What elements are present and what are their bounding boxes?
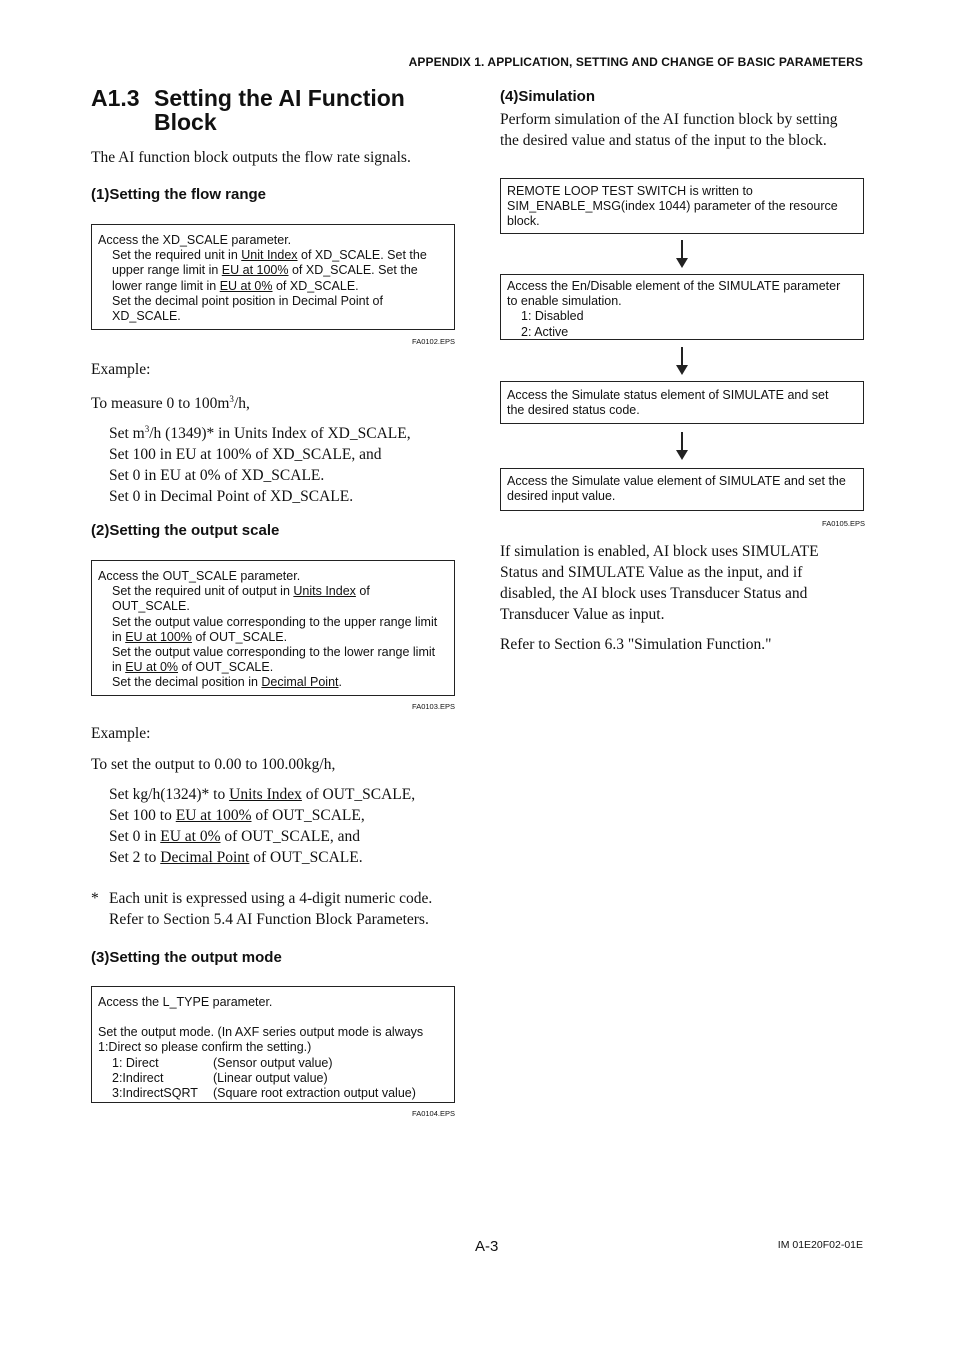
section-title: Setting the AI Function Block (154, 85, 405, 135)
flow-step-4: Access the Simulate value element of SIMULATE and set the desired input value. (500, 468, 864, 511)
flow-step-3: Access the Simulate status element of SIMULATE and set the desired status code. (500, 381, 864, 424)
example-intro: To set the output to 0.00 to 100.00kg/h, (91, 756, 336, 773)
mode-option: 2:Indirect (Linear output value) (112, 1070, 328, 1085)
example-line: Set 100 in EU at 100% of XD_SCALE, and (109, 446, 382, 464)
l-type-box (91, 986, 455, 1103)
footnote-line: Refer to Section 5.4 AI Function Block Parameters. (109, 911, 429, 928)
simulation-reference: Refer to Section 6.3 "Simulation Function." (500, 636, 772, 653)
figure-ref: FA0105.EPS (822, 519, 865, 528)
box-line: Access the L_TYPE parameter. (98, 995, 273, 1009)
box-line: Access the XD_SCALE parameter. (98, 233, 292, 247)
intro-text: The AI function block outputs the flow rate signals. (91, 149, 411, 166)
example-lines (109, 419, 411, 507)
flow-range-heading: (1)Setting the flow range (91, 186, 267, 203)
box-line: Set the required unit of output in Units Index of (112, 584, 370, 599)
box-line: Set the output value corresponding to the upper range limit (112, 614, 438, 629)
footnote (109, 888, 432, 930)
simulation-paragraph: If simulation is enabled, AI block uses SIMULATE Status and SIMULATE Value as the input, and if disabled, the AI block uses Transducer Status and Transducer Value as input. (500, 543, 819, 623)
box-line: 1:Direct so please confirm the setting.) (98, 1040, 312, 1055)
arrow-down-icon (681, 347, 683, 367)
example-line: Set 0 in Decimal Point of XD_SCALE. (109, 488, 354, 506)
box-line: Set the decimal position in Decimal Point. (112, 675, 342, 690)
example-line: Set 100 to EU at 100% of OUT_SCALE, (109, 807, 365, 824)
example-line: Set 2 to Decimal Point of OUT_SCALE. (109, 849, 363, 866)
page-number: A-3 (475, 1238, 499, 1255)
mode-option: 1: Direct (Sensor output value) (112, 1055, 333, 1070)
arrow-down-icon (681, 240, 683, 260)
figure-ref: FA0103.EPS (412, 702, 455, 711)
figure-ref: FA0104.EPS (412, 1109, 455, 1118)
box-line: in EU at 100% of OUT_SCALE. (112, 629, 288, 644)
box-line: upper range limit in EU at 100% of XD_SCALE. Set the (112, 263, 418, 278)
document-id: IM 01E20F02-01E (777, 1239, 863, 1251)
example-lines (109, 784, 415, 868)
box-line: Set the output value corresponding to the lower range limit (112, 645, 436, 660)
example-line: Set 0 in EU at 0% of XD_SCALE. (109, 467, 325, 485)
box-line: lower range limit in EU at 0% of XD_SCALE. (112, 278, 359, 293)
example-intro: To measure 0 to $100m^3/h$, (91, 394, 250, 413)
out-scale-box (91, 560, 455, 696)
box-line: Set the required unit in Unit Index of XD_SCALE. Set the (112, 248, 427, 263)
box-line: OUT_SCALE. (112, 599, 190, 614)
box-line: Set the output mode. (In AXF series output mode is always (98, 1025, 424, 1040)
example-line: Set kg/h(1324)* to Units Index of OUT_SCALE, (109, 786, 416, 803)
xd-scale-box (91, 224, 455, 330)
flow-step-1: REMOTE LOOP TEST SWITCH is written to SIM_ENABLE_MSG(index 1044) parameter of the resource block. (500, 178, 864, 234)
flow-step-2: Access the En/Disable element of the SIMULATE parameter to enable simulation. 1: Disabled 2: Active (500, 274, 864, 340)
box-line: Set the decimal point position in Decimal Point of (112, 293, 383, 308)
output-mode-heading: (3)Setting the output mode (91, 949, 282, 966)
figure-ref: FA0102.EPS (412, 337, 455, 346)
running-header: APPENDIX 1. APPLICATION, SETTING AND CHANGE OF BASIC PARAMETERS (408, 55, 863, 69)
simulation-intro: Perform simulation of the AI function block by setting the desired value and status of the input to the block. (500, 111, 838, 149)
footnote-line: Each unit is expressed using a 4-digit numeric code. (109, 890, 433, 907)
output-scale-heading: (2)Setting the output scale (91, 522, 280, 539)
example-line: Set $m^3/h$ (1349)* in Units Index of XD_SCALE, (109, 424, 411, 443)
section-number: A1.3 (91, 85, 140, 111)
example-line: Set 0 in EU at 0% of OUT_SCALE, and (109, 828, 361, 845)
box-line: XD_SCALE. (112, 309, 181, 324)
box-line: in EU at 0% of OUT_SCALE. (112, 660, 274, 675)
example-label: Example: (91, 725, 151, 742)
mode-option: 3:IndirectSQRT (Square root extraction output value) (112, 1086, 416, 1101)
arrow-down-icon (681, 432, 683, 452)
example-label: Example: (91, 361, 151, 378)
box-line: Access the OUT_SCALE parameter. (98, 569, 301, 583)
simulation-heading: (4)Simulation (500, 88, 596, 105)
note-marker: * (91, 890, 99, 907)
